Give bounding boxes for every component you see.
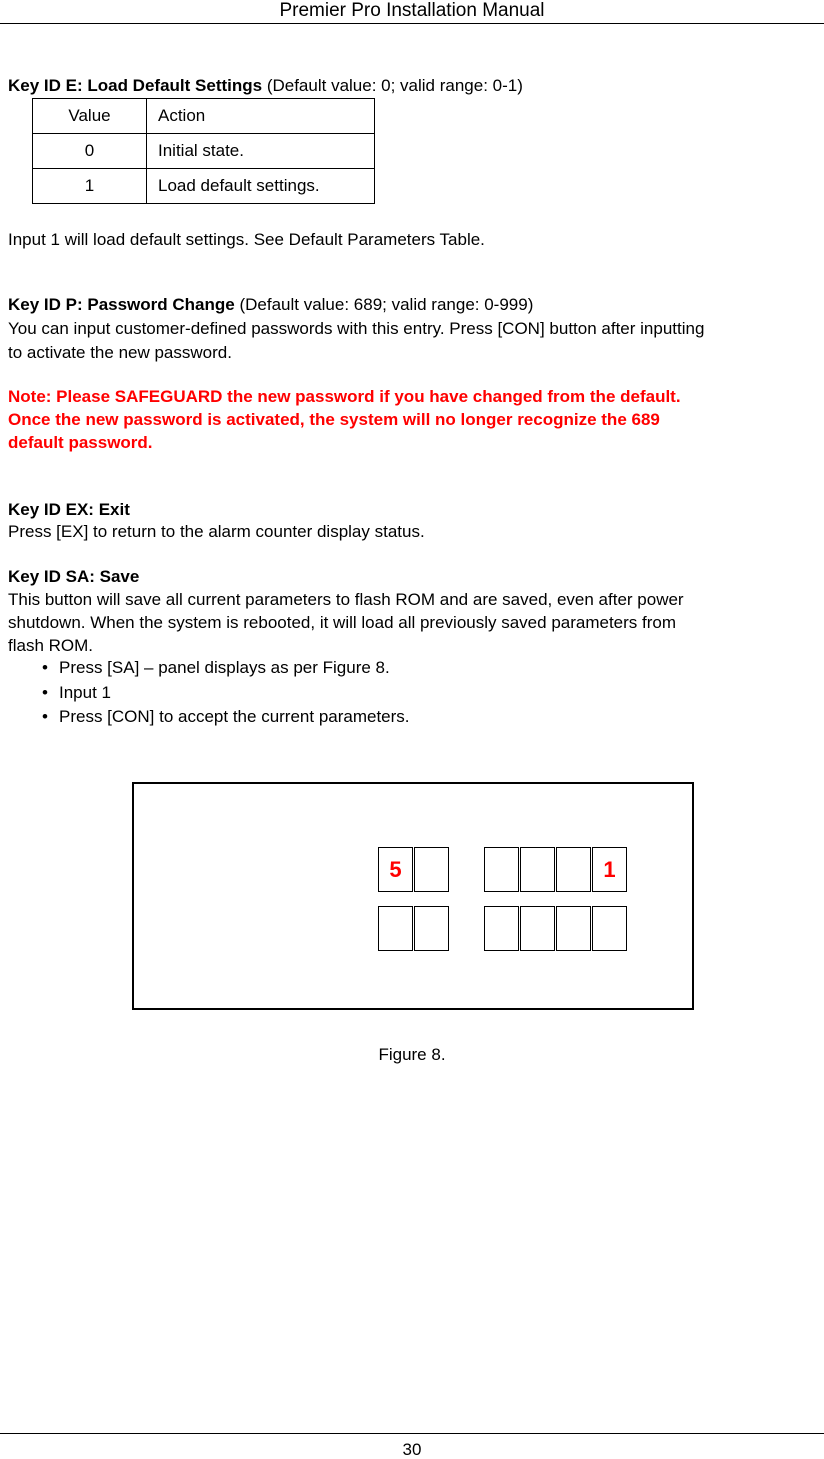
display-digit-cell — [414, 847, 449, 892]
section-e-heading-rest: (Default value: 0; valid range: 0-1) — [262, 76, 523, 95]
section-sa-heading: Key ID SA: Save — [8, 567, 140, 586]
table-row — [33, 169, 375, 204]
panel-display-figure — [132, 782, 694, 1010]
display-digit-cell — [520, 847, 555, 892]
password-warning-line: default password. — [8, 433, 153, 452]
display-digit-cell — [484, 906, 519, 951]
section-e-heading — [8, 76, 523, 96]
list-item-text: Press [SA] – panel displays as per Figure 8. — [59, 658, 390, 677]
table-cell: 1 — [33, 169, 147, 204]
display-digit-cell: 1 — [592, 847, 627, 892]
section-e-heading-bold: Key ID E: Load Default Settings — [8, 76, 263, 95]
section-ex-heading: Key ID EX: Exit — [8, 500, 130, 519]
display-digit-cell — [414, 906, 449, 951]
header-divider — [0, 23, 824, 24]
display-digit-cell — [592, 906, 627, 951]
bullet-icon: • — [42, 658, 48, 677]
table-cell: Load default settings. — [147, 169, 375, 204]
figure-caption: Figure 8. — [378, 1045, 446, 1064]
table-cell: 0 — [33, 134, 147, 169]
section-sa-body-line: shutdown. When the system is rebooted, it will load all previously saved parameters from — [8, 613, 677, 632]
section-sa-body-line: This button will save all current parameters to flash ROM and are saved, even after power — [8, 590, 684, 609]
display-digit-cell — [556, 906, 591, 951]
section-p-heading-rest: (Default value: 689; valid range: 0-999) — [234, 295, 534, 314]
section-p-heading-bold: Key ID P: Password Change — [8, 295, 235, 314]
list-item-text: Input 1 — [59, 683, 111, 702]
section-p-body-line: to activate the new password. — [8, 343, 232, 362]
bullet-icon: • — [42, 683, 48, 702]
section-p-body-line: You can input customer-defined passwords with this entry. Press [CON] button after inputting — [8, 319, 705, 338]
table-header-cell: Action — [147, 99, 375, 134]
display-digit-cell — [556, 847, 591, 892]
list-item — [42, 707, 410, 727]
password-warning-line: Once the new password is activated, the system will no longer recognize the 689 — [8, 410, 660, 429]
page-header-title: Premier Pro Installation Manual — [279, 0, 545, 21]
display-digit-cell — [378, 906, 413, 951]
section-sa-body-line: flash ROM. — [8, 636, 94, 655]
list-item — [42, 683, 111, 703]
password-warning-line: Note: Please SAFEGUARD the new password if you have changed from the default. — [8, 387, 681, 406]
list-item — [42, 658, 390, 678]
section-e-note: Input 1 will load default settings. See Default Parameters Table. — [8, 230, 485, 249]
display-digit-cell: 5 — [378, 847, 413, 892]
section-ex-body: Press [EX] to return to the alarm counter display status. — [8, 522, 425, 541]
table-cell: Initial state. — [147, 134, 375, 169]
display-digit-cell — [484, 847, 519, 892]
bullet-icon: • — [42, 707, 48, 726]
section-p-heading — [8, 295, 533, 315]
page-number: 30 — [402, 1440, 422, 1459]
table-header-cell: Value — [33, 99, 147, 134]
table-row — [33, 134, 375, 169]
table-header-row — [33, 99, 375, 134]
display-digit-cell — [520, 906, 555, 951]
footer-divider — [0, 1433, 824, 1434]
list-item-text: Press [CON] to accept the current parameters. — [59, 707, 410, 726]
load-default-settings-table — [32, 98, 375, 204]
